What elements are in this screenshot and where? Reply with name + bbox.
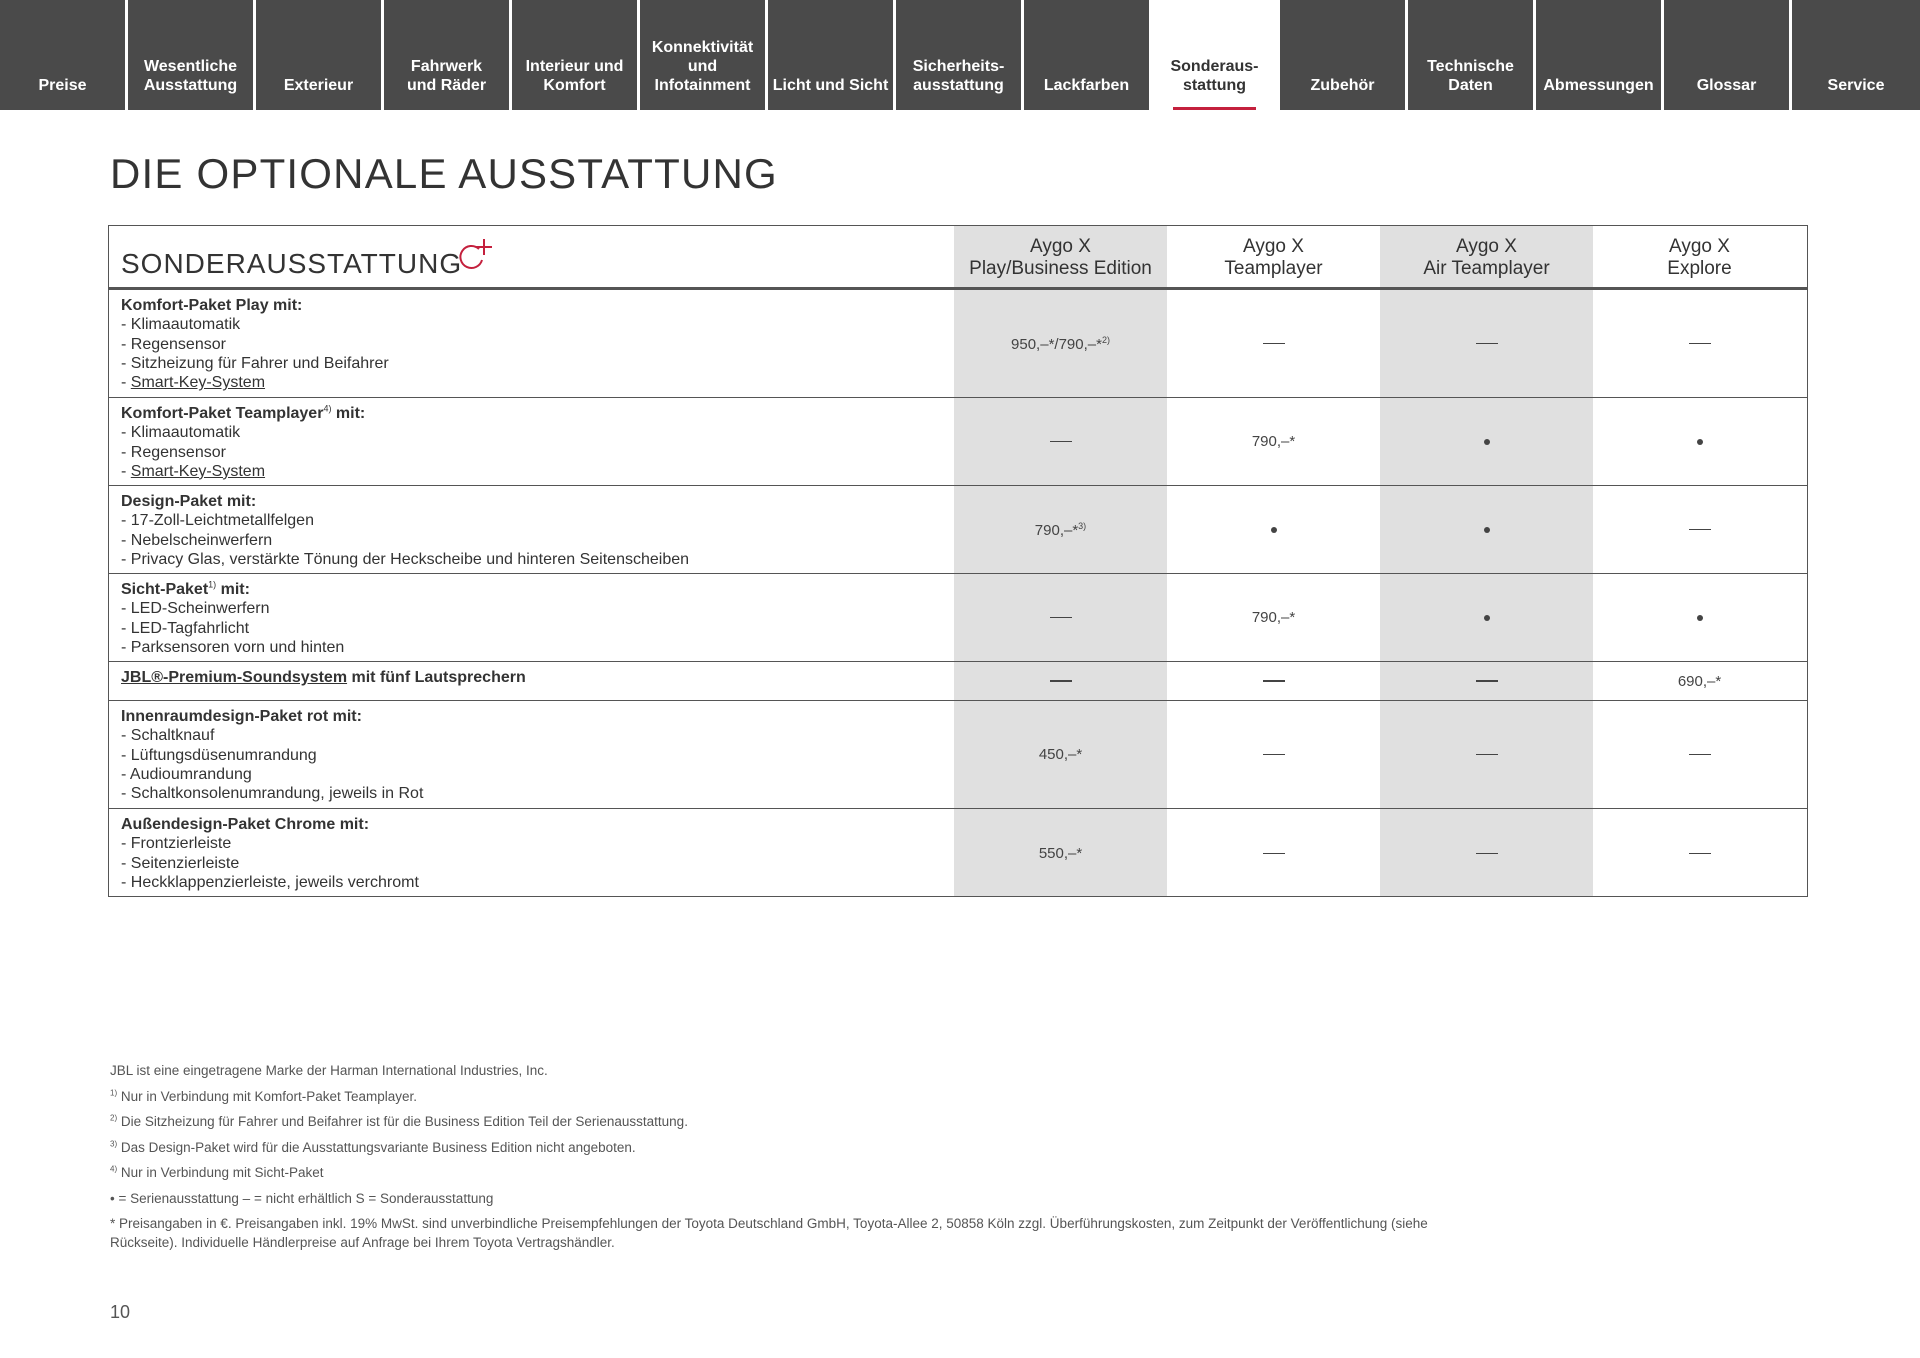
row-item: - Lüftungsdüsenumrandung [121, 746, 317, 764]
footnote-number: 1) [110, 1088, 118, 1097]
dash-mark [1050, 441, 1072, 443]
nav-tab-13[interactable] [1664, 0, 1789, 110]
nav-tab-label: Zubehör [1310, 77, 1375, 94]
table-row [109, 701, 1807, 809]
price-cell [1593, 662, 1806, 700]
nav-tab-4[interactable] [512, 0, 637, 110]
row-item: - Schaltkonsolenumrandung, jeweils in Rot [121, 785, 424, 803]
page-number: 10 [110, 1302, 131, 1322]
price-cell [954, 290, 1167, 397]
not-available-cell [1167, 701, 1380, 808]
row-item: - Frontzierleiste [121, 835, 232, 853]
footnote-text: Nur in Verbindung mit Komfort-Paket Teamplayer. [120, 1088, 418, 1104]
footnote [110, 1087, 1490, 1106]
footnotes [110, 1061, 1490, 1259]
dash-mark [1476, 853, 1498, 855]
standard-cell [1593, 574, 1806, 661]
standard-cell [1380, 574, 1593, 661]
footnote-number: 4) [110, 1164, 118, 1174]
dash-mark [1689, 343, 1711, 345]
row-item: - Sitzheizung für Fahrer und Beifahrer [121, 354, 389, 372]
dot-mark [1484, 615, 1490, 621]
footnote-number: 3) [110, 1139, 118, 1148]
not-available-cell [954, 574, 1167, 661]
row-item: - 17-Zoll-Leichtmetallfelgen [121, 512, 314, 530]
column-header: Aygo X Teamplayer [1224, 236, 1323, 279]
dash-mark [1050, 680, 1072, 682]
footnote [110, 1189, 1490, 1208]
row-item: - Heckklappenzierleiste, jeweils verchromt [121, 873, 419, 891]
row-description [121, 492, 689, 569]
row-description [121, 668, 526, 687]
table-row [109, 662, 1807, 701]
row-title [121, 707, 423, 726]
row-description [121, 580, 344, 657]
footnote-ref: 4) [323, 403, 332, 414]
table-header [109, 226, 1807, 290]
row-description [121, 296, 389, 392]
standard-cell [1380, 398, 1593, 485]
row-title-text: Komfort-Paket Teamplayer [121, 405, 324, 422]
nav-tab-7[interactable] [896, 0, 1021, 110]
nav-tab-label: Wesentliche Ausstattung [143, 58, 238, 94]
price-cell [954, 701, 1167, 808]
row-description [121, 707, 423, 803]
nav-tab-11[interactable] [1408, 0, 1533, 110]
nav-tab-label: Sonderaus- stattung [1170, 58, 1259, 94]
nav-tab-label: Sicherheits- ausstattung [912, 58, 1005, 94]
nav-tab-1[interactable] [128, 0, 253, 110]
dash-mark [1689, 529, 1711, 531]
options-table [108, 225, 1808, 897]
nav-tab-2[interactable] [256, 0, 381, 110]
optional-plus-icon [455, 236, 497, 276]
dot-mark [1271, 527, 1277, 533]
column-header: Aygo X Explore [1667, 236, 1732, 279]
price-value: 790,–* [1251, 609, 1296, 626]
row-title [121, 815, 419, 834]
dash-mark [1263, 754, 1285, 756]
footnote-text: • = Serienausstattung – = nicht erhältlich S = Sonderausstattung [110, 1190, 494, 1206]
row-item: - Regensensor [121, 443, 226, 461]
nav-tab-label: Lackfarben [1043, 77, 1130, 94]
not-available-cell [1167, 290, 1380, 397]
row-title-text: Außendesign-Paket Chrome mit: [121, 816, 370, 833]
row-item: - Audioumrandung [121, 765, 252, 783]
standard-cell [1593, 398, 1806, 485]
nav-tab-label: Fahrwerk und Räder [406, 58, 487, 94]
not-available-cell [1380, 809, 1593, 898]
nav-tab-0[interactable] [0, 0, 125, 110]
not-available-cell [1167, 809, 1380, 898]
price-value: 550,–* [1038, 845, 1083, 862]
nav-tab-label: Technische Daten [1427, 58, 1514, 94]
standard-cell [1380, 486, 1593, 573]
footnote-text: Das Design-Paket wird für die Ausstattungsvariante Business Edition nicht angeboten. [120, 1139, 636, 1155]
footnote-text: JBL ist eine eingetragene Marke der Harman International Industries, Inc. [110, 1063, 548, 1078]
row-item: - Regensensor [121, 335, 226, 353]
active-tab-underline [1173, 107, 1256, 110]
dash-mark [1476, 343, 1498, 345]
price-cell [954, 809, 1167, 898]
row-title-suffix: mit: [216, 581, 250, 598]
row-item: - Klimaautomatik [121, 316, 241, 334]
not-available-cell [954, 398, 1167, 485]
nav-tab-5[interactable] [640, 0, 765, 110]
row-description [121, 404, 365, 481]
dash-mark [1263, 680, 1285, 682]
not-available-cell [1593, 290, 1806, 397]
row-title-text: Sicht-Paket [121, 581, 209, 598]
price-value: 690,–* [1677, 672, 1722, 690]
nav-tab-3[interactable] [384, 0, 509, 110]
table-row [109, 398, 1807, 486]
nav-tab-8[interactable] [1024, 0, 1149, 110]
row-title [121, 580, 344, 599]
nav-tab-10[interactable] [1280, 0, 1405, 110]
nav-tab-6[interactable] [768, 0, 893, 110]
dash-mark [1476, 680, 1498, 682]
row-item: - LED-Scheinwerfern [121, 600, 270, 618]
footnote-text: * Preisangaben in €. Preisangaben inkl. 19% MwSt. sind unverbindliche Preisempfehlungen der Toyota Deutschland GmbH, Toyota-Allee 2, 50858 Köln zzgl. Überführungskosten, zum Zeitpunkt der Veröffentlichung (siehe Rückseite). Individuelle Händlerpreise auf Anfrage bei Ihrem Toyota Vertragshändler. [110, 1216, 1428, 1250]
not-available-cell [1380, 290, 1593, 397]
table-row [109, 290, 1807, 398]
nav-tab-9[interactable] [1152, 0, 1277, 110]
dot-mark [1697, 439, 1703, 445]
footnote [110, 1138, 1490, 1157]
dot-mark [1484, 439, 1490, 445]
row-title-suffix: mit fünf Lautsprechern [347, 669, 526, 686]
footnote [110, 1061, 1490, 1080]
not-available-cell [1380, 662, 1593, 700]
dash-mark [1689, 853, 1711, 855]
row-title-text: Komfort-Paket Play mit: [121, 297, 303, 314]
row-item: - Nebelscheinwerfern [121, 531, 273, 549]
column-header: Aygo X Play/Business Edition [969, 236, 1152, 279]
nav-tab-label: Service [1827, 77, 1885, 94]
nav-tab-label: Glossar [1696, 77, 1757, 94]
price-value: 790,–* [1034, 521, 1079, 539]
price-cell [1167, 574, 1380, 661]
page-title: DIE OPTIONALE AUSSTATTUNG [110, 150, 778, 197]
row-item: - Klimaautomatik [121, 424, 241, 442]
column-header: Aygo X Air Teamplayer [1423, 236, 1550, 279]
footnote [110, 1214, 1490, 1252]
dot-mark [1697, 615, 1703, 621]
nav-tab-label: Interieur und Komfort [525, 58, 624, 94]
dot-mark [1484, 527, 1490, 533]
footnote-ref: 3) [1078, 520, 1087, 531]
row-title-text: Design-Paket mit: [121, 493, 257, 510]
row-item: - Schaltknauf [121, 727, 215, 745]
row-item: - LED-Tagfahrlicht [121, 619, 250, 637]
not-available-cell [1380, 701, 1593, 808]
row-description [121, 815, 419, 892]
row-item: - Privacy Glas, verstärkte Tönung der Heckscheibe und hinteren Seitenscheiben [121, 550, 690, 568]
not-available-cell [1593, 486, 1806, 573]
nav-tab-label: Exterieur [283, 77, 354, 94]
row-title [121, 668, 526, 687]
nav-tab-14[interactable] [1792, 0, 1920, 110]
price-value: 450,–* [1038, 746, 1083, 763]
footnote [110, 1112, 1490, 1131]
row-item[interactable]: - Smart-Key-System [121, 462, 266, 480]
not-available-cell [1593, 809, 1806, 898]
footnote-ref: 1) [208, 579, 217, 590]
price-cell [1167, 398, 1380, 485]
footnote-text: Die Sitzheizung für Fahrer und Beifahrer ist für die Business Edition Teil der Serienausstattung. [120, 1114, 688, 1129]
table-row [109, 574, 1807, 662]
row-title [121, 404, 365, 423]
row-item: - Parksensoren vorn und hinten [121, 638, 345, 656]
dash-mark [1050, 617, 1072, 619]
not-available-cell [1593, 701, 1806, 808]
footnote-ref: 2) [1101, 334, 1110, 345]
row-item[interactable]: - Smart-Key-System [121, 374, 266, 392]
row-title [121, 296, 389, 315]
not-available-cell [1167, 662, 1380, 700]
dash-mark [1263, 343, 1285, 345]
not-available-cell [954, 662, 1167, 700]
top-navigation [0, 0, 1920, 110]
footnote-number: 2) [110, 1113, 118, 1123]
table-row [109, 809, 1807, 898]
price-value: 790,–* [1251, 433, 1296, 450]
dash-mark [1689, 754, 1711, 756]
nav-tab-label: Preise [38, 77, 87, 94]
table-row [109, 486, 1807, 574]
table-header-label: SONDERAUSSTATTUNG [121, 248, 463, 279]
row-title-text: Innenraumdesign-Paket rot mit: [121, 708, 362, 725]
standard-cell [1167, 486, 1380, 573]
row-title-suffix: mit: [331, 405, 366, 422]
row-title [121, 492, 689, 511]
price-cell [954, 486, 1167, 573]
nav-tab-12[interactable] [1536, 0, 1661, 110]
price-value: 950,–*/790,–* [1011, 335, 1102, 353]
dash-mark [1476, 754, 1498, 756]
dash-mark [1263, 853, 1285, 855]
nav-tab-label: Licht und Sicht [772, 77, 889, 94]
row-title-text[interactable]: JBL®-Premium-Soundsystem [121, 669, 348, 686]
footnote [110, 1163, 1490, 1182]
nav-tab-label: Abmessungen [1543, 77, 1654, 94]
nav-tab-label: Konnektivität und Infotainment [651, 39, 754, 94]
footnote-text: Nur in Verbindung mit Sicht-Paket [120, 1165, 324, 1180]
row-item: - Seitenzierleiste [121, 854, 240, 872]
